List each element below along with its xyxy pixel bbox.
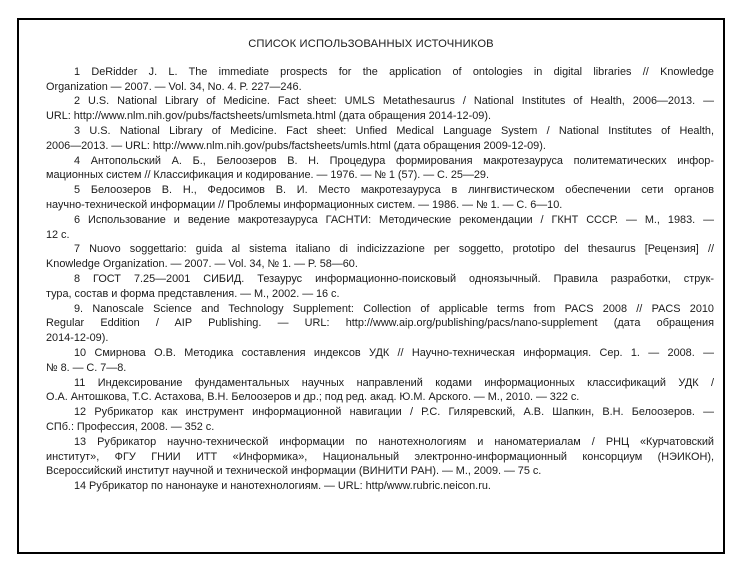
reference-line: № 8. — С. 7—8.: [46, 361, 127, 374]
reference-line: 12 с.: [46, 228, 70, 241]
reference-item-2: [46, 94, 714, 124]
reference-line: 9. Nanoscale Science and Technology Supplement: Collection of applicable terms from PACS 2008 // PACS 2010: [74, 302, 714, 315]
reference-item-14: [46, 479, 714, 494]
reference-line: Organization — 2007. — Vol. 34, No. 4. P. 227—246.: [46, 80, 302, 93]
reference-line: 5 Белоозеров В. Н., Федосимов В. И. Место макротезауруса в лингвистическом обеспечении сети органов: [74, 184, 714, 197]
reference-item-6: [46, 213, 714, 243]
reference-item-5: [46, 183, 714, 213]
reference-line: СПб.: Профессия, 2008. — 352 с.: [46, 420, 215, 433]
reference-line: 2 U.S. National Library of Medicine. Fact sheet: UMLS Metathesaurus / National Institutes of Health, 2006—2013. —: [74, 95, 714, 108]
reference-item-9: [46, 302, 714, 346]
reference-item-1: [46, 65, 714, 95]
page-title: СПИСОК ИСПОЛЬЗОВАННЫХ ИСТОЧНИКОВ: [248, 38, 494, 50]
reference-line: 8 ГОСТ 7.25—2001 СИБИД. Тезаурус информационно-поисковый одноязычный. Правила разработки, струк-: [74, 272, 714, 285]
reference-line: 1 DeRidder J. L. The immediate prospects for the application of ontologies in digital libraries // Knowledge: [74, 65, 714, 78]
reference-item-7: [46, 242, 714, 272]
reference-line: 3 U.S. National Library of Medicine. Fact sheet: Unfied Medical Language System / National Institutes of Health,: [74, 124, 714, 137]
reference-line: Regular Eddition / AIP Publishing. — URL: http://www.aip.org/publishing/pacs/nano-supplement (дата обращения: [46, 317, 714, 330]
reference-line: URL: http://www.nlm.nih.gov/pubs/factsheets/umlsmeta.html (дата обращения 2014-12-09).: [46, 110, 491, 123]
reference-item-12: [46, 405, 714, 435]
reference-line: 7 Nuovo soggettario: guida al sistema italiano di indicizzazione per soggetto, prototipo del thesaurus [Рецензия] //: [74, 243, 714, 256]
reference-line: 10 Смирнова О.В. Методика составления индексов УДК // Научно-техническая информация. Сер. 1. — 2008. —: [74, 346, 714, 359]
reference-list: [46, 65, 714, 494]
reference-line: Knowledge Organization. — 2007. — Vol. 34, № 1. — P. 58—60.: [46, 258, 358, 271]
reference-line: 14 Рубрикатор по нанонауке и нанотехнологиям. — URL: http/www.rubric.neicon.ru.: [74, 480, 491, 493]
reference-item-10: [46, 346, 714, 376]
reference-line: 12 Рубрикатор как инструмент информационной навигации / Р.С. Гиляревский, А.В. Шапкин, В.Н. Белоозеров. —: [74, 406, 714, 419]
reference-line: 11 Индексирование фундаментальных научных направлений кодами информационных классификаций УДК /: [74, 376, 714, 389]
reference-line: 13 Рубрикатор научно-технической информации по нанотехнологиям и наноматериалам / РНЦ «Курчатовский: [74, 435, 714, 448]
reference-line: мационных систем // Классификация и кодирование. — 1976. — № 1 (57). — С. 25—29.: [46, 169, 490, 182]
reference-line: институт», ФГУ ГНИИ ИТТ «Информика», Национальный электронно-информационный консорциум (НЭИКОН),: [46, 450, 714, 463]
reference-item-11: [46, 376, 714, 406]
reference-line: 6 Использование и ведение макротезауруса ГАСНТИ: Методические рекомендации / ГКНТ СССР. — М., 1983. —: [74, 213, 714, 226]
reference-line: О.А. Антошкова, Т.С. Астахова, В.Н. Белоозеров и др.; под ред. акад. Ю.М. Арского. — М., 2010. — 322 с.: [46, 391, 580, 404]
reference-line: научно-технической информации // Проблемы информационных систем. — 1986. — № 1. — С. 6—10.: [46, 198, 563, 211]
reference-line: Всероссийский институт научной и технической информации (ВИНИТИ РАН). — М., 2009. — 75 с.: [46, 465, 542, 478]
reference-line: 4 Антопольский А. Б., Белоозеров В. Н. Процедура формирования макротезауруса политематических инфор-: [74, 154, 714, 167]
page-border-frame: [17, 18, 725, 554]
reference-line: 2014-12-09).: [46, 332, 109, 345]
reference-line: 2006—2013. — URL: http://www.nlm.nih.gov/pubs/factsheets/umls.html (дата обращения 2009-12-09).: [46, 139, 546, 152]
reference-item-3: [46, 124, 714, 154]
reference-item-13: [46, 435, 714, 479]
reference-item-4: [46, 154, 714, 184]
reference-line: тура, состав и форма представления. — М., 2002. — 16 с.: [46, 287, 340, 300]
reference-item-8: [46, 272, 714, 302]
